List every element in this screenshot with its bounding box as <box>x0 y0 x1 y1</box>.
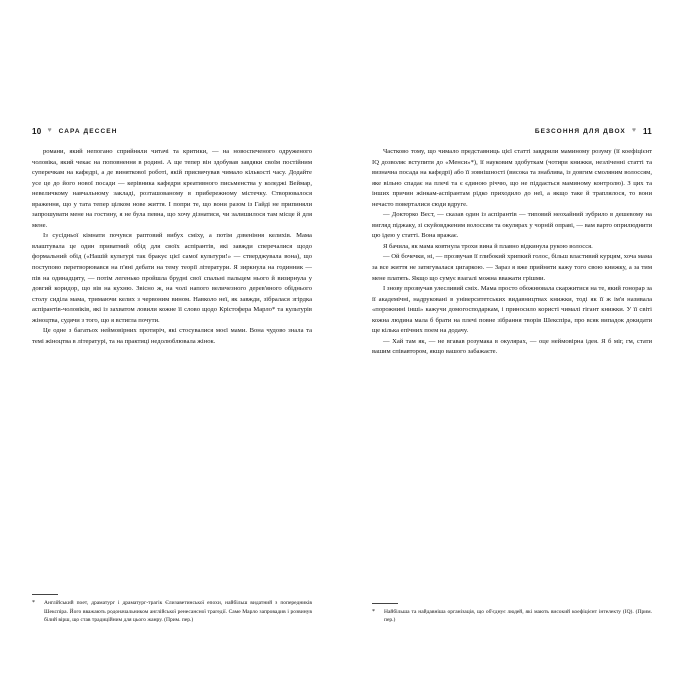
author-name: САРА ДЕССЕН <box>58 127 118 135</box>
right-running-head <box>372 125 652 137</box>
book-title: БЕЗСОННЯ ДЛЯ ДВОХ <box>534 127 626 135</box>
footnote <box>372 608 652 625</box>
paragraph: Із сусідньої кімнати почувся раптовий вибух сміху, а потім дзвеніння келихів. Мама влаштувала це один приватний обід для своїх аспірантів, які завжди сперечалися щодо формальний обід («Нашій культурі так бракує цієї самої культури!» — стверджувала вона), що поступово перетворювався на п'яні дебати на тему теорії літератури. Я зиркнула на годинник — пів на одинадцяту, — потім легенько пройшла брудні свої спальні пальцем нього й визирнула у довгий коридор, що вів на кухню. Звісно ж, на чолі напого величезного дерев'яного обіднього столу сиділа мама, тримаючи келих з червоним вином. Навколо неї, як завжди, зібралася згірдка аспірантів-чоловіків, які із захватом ловили кожне її слово щодо Крістофера Марло* та культурів жіноцтва, судячи з того, що я встигла почути. <box>32 232 312 324</box>
heart-icon: ♥ <box>47 127 53 134</box>
paragraph: романи, який непогано сприйняли читачі та критики, — на новоспеченого одруженого чоловіка, який чекає на поповнення в родині. А ще тепер він здобував завдяки своїм постійним суперечкам на кафедрі, а де виняткової роботі, якій присвячував чимало кількості часу. Додайте усе це до його нової посади — керівника кафедри креативного письменства у коледжі Веймар, невеличкому навчальному закладі, розташованому в прибережному містечку. Створювалося враження, що у тата тепер цілком нове життя. І попри те, що вони разом із Гайді не припиняли запрошувати мене на гостину, я не була певна, що хочу дізнатися, чи залишилося там місце й для мене. <box>32 148 312 229</box>
left-page <box>32 125 312 625</box>
right-body-text <box>372 147 652 358</box>
paragraph: І знову прозвучав улесливий сміх. Мама просто обожнювала скаржитися на те, який гонорар за її академічні, надруковані в університетських видавництвах книжки, тоді як її ж ім'я називала «порожнині інші» кажучи домогосподаркам, і приносило користі чималі гігант книжки. У її світі кожна людина мала б брати на плечі повне зібрання творів Шекспіра, про всяк випадок докидати ще кілька епічних поем на додачу. <box>372 285 652 335</box>
paragraph: Це одне з багатьох неймовірних протиріч, які стосувалися моєї мами. Вона чудово знала та темі жіноцтва в літературі, та на практиці недолюблювала жінок. <box>32 327 312 345</box>
footnote-marker: * <box>372 608 375 615</box>
right-page <box>372 125 652 625</box>
right-footnote-area <box>372 603 652 625</box>
paragraph: — Ой бочечки, ні, — прозвучав її глибокий хрипкий голос, більш властивий курцям, хоча мама за все життя не затягувалася цигаркою. — Зараз я вже прийняти кажу того свою книжку, а за тим мене платять. Якщо що сумує взагалі можна вважати грішми. <box>372 253 652 282</box>
footnote-marker: * <box>32 600 35 607</box>
footnote-text: Найбільша та найдавніша організація, що об'єднує людей, які мають високий коефіцієнт інтелекту (IQ). (Прим. пер.) <box>384 608 652 624</box>
left-footnote-area <box>32 594 312 625</box>
left-running-head <box>32 125 312 137</box>
left-body-text <box>32 147 312 347</box>
paragraph: Я бачила, як мама ковтнула трохи вина й плавно відкинула рукою волосся. <box>383 242 593 250</box>
footnote <box>32 599 312 625</box>
right-folio: 11 <box>642 126 652 136</box>
paragraph: Частково тому, що чимало представниць цієї статті завдрили маминому розуму (її коефіцієнт IQ дозволяє вступити до «Менси»*), її науковим здобуткам (чотири книжки, незліченні статті та визначна посада на кафедрі) або її зовнішності (висока та знаблива, із довгим смоляним волоссям, яке вільно спадає на плечі та є єдиною річчю, що не піддається маминому контролю). З цих та інших причин жінкам-аспірантам рідко приходило до неї, а якщо таке й траплялося, то вони нечасто поверталися сюди вдруге. <box>372 148 652 208</box>
paragraph: — Докторко Вест, — сказав один із аспірантів — типовий неохайний зубрило в дешевому на вигляд піджаку, зі скуйовдженим волоссям та окулярах у чорній оправі, — вам варто оприлюднити цю ідею у статті. Вона вражає. <box>372 211 652 240</box>
paragraph: — Хай там як, — не вгавав розумака в окулярах, — оце неймовірна ідея. Я б міг, гм, стати вашим співавтором, якщо вашого забажаєте. <box>372 337 652 356</box>
left-folio: 10 <box>32 126 42 136</box>
footnote-separator <box>32 594 58 595</box>
heart-icon: ♥ <box>631 127 637 134</box>
footnote-text: Англійський поет, драматург і драматург-трагік Єлизаветинської епохи, найбільш видатний з попередників Шекспіра. Його вважають родоначальником англійської ренесансної трагедії. Саме Марло запровадив і розвинув білий вірш, що став традиційним для цього жанру. (Прим. пер.) <box>44 600 312 624</box>
footnote-separator <box>372 603 398 604</box>
